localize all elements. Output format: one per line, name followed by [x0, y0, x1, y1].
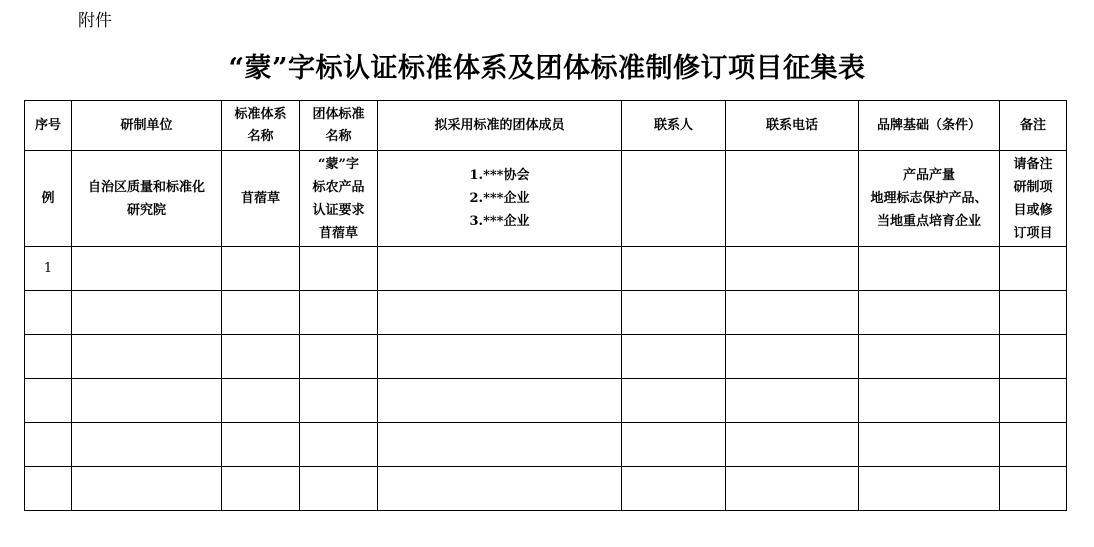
page-title: “蒙”字标认证标准体系及团体标准制修订项目征集表 [228, 53, 866, 84]
example-member-line: 2.***企业 [469, 191, 530, 206]
row-group-standard-cell[interactable] [300, 335, 378, 379]
example-brand-basis-line: 当地重点培育企业 [876, 214, 981, 229]
row-seq: 1 [25, 247, 72, 291]
example-members [378, 151, 622, 247]
row-unit-cell[interactable] [72, 247, 222, 291]
header-standard-system-line: 标准体系 [234, 106, 287, 122]
row-contact-cell[interactable] [622, 291, 726, 335]
row-standard-system-cell[interactable] [222, 291, 300, 335]
header-members: 拟采用标准的团体成员 [378, 101, 622, 151]
row-unit-cell[interactable] [72, 467, 222, 511]
example-contact[interactable] [622, 151, 726, 247]
row-unit-cell[interactable] [72, 291, 222, 335]
row-brand-basis-cell[interactable] [859, 423, 1000, 467]
row-standard-system-cell[interactable] [222, 247, 300, 291]
header-group-standard-line: 团体标准 [312, 106, 365, 122]
row-remarks-cell[interactable] [1000, 247, 1067, 291]
row-brand-basis-cell[interactable] [859, 247, 1000, 291]
row-unit-cell[interactable] [72, 335, 222, 379]
example-remarks [1000, 151, 1067, 247]
example-group-standard-line: 苜蓿草 [318, 225, 358, 241]
example-brand-basis-line: 地理标志保护产品、 [870, 191, 988, 206]
example-group-standard [300, 151, 378, 247]
row-seq [25, 335, 72, 379]
example-phone[interactable] [726, 151, 859, 247]
row-remarks-cell[interactable] [1000, 379, 1067, 423]
example-group-standard-line: “蒙”字 [318, 156, 359, 172]
row-standard-system-cell[interactable] [222, 335, 300, 379]
row-members-cell[interactable] [378, 335, 622, 379]
row-seq [25, 467, 72, 511]
row-phone-cell[interactable] [726, 247, 859, 291]
row-members-cell[interactable] [378, 291, 622, 335]
row-brand-basis-cell[interactable] [859, 379, 1000, 423]
example-unit-line: 研究院 [126, 202, 166, 218]
row-phone-cell[interactable] [726, 291, 859, 335]
example-remarks-line: 研制项 [1013, 179, 1053, 195]
header-contact: 联系人 [622, 101, 726, 151]
row-contact-cell[interactable] [622, 423, 726, 467]
row-seq [25, 291, 72, 335]
row-unit-cell[interactable] [72, 423, 222, 467]
table-row [25, 423, 1067, 467]
header-row [25, 101, 1067, 151]
row-members-cell[interactable] [378, 423, 622, 467]
row-standard-system-cell[interactable] [222, 467, 300, 511]
attachment-label: 附件 [78, 11, 112, 31]
header-standard-system [222, 101, 300, 151]
example-remarks-line: 目或修 [1013, 202, 1053, 218]
example-remarks-line: 订项目 [1013, 225, 1053, 241]
example-unit-line: 自治区质量和标准化 [87, 179, 205, 195]
table-row [25, 291, 1067, 335]
row-group-standard-cell[interactable] [300, 379, 378, 423]
example-brand-basis-line: 产品产量 [902, 168, 955, 183]
row-remarks-cell[interactable] [1000, 291, 1067, 335]
row-brand-basis-cell[interactable] [859, 291, 1000, 335]
row-members-cell[interactable] [378, 379, 622, 423]
row-phone-cell[interactable] [726, 467, 859, 511]
header-group-standard [300, 101, 378, 151]
row-remarks-cell[interactable] [1000, 467, 1067, 511]
row-group-standard-cell[interactable] [300, 247, 378, 291]
header-seq: 序号 [25, 101, 72, 151]
row-seq [25, 423, 72, 467]
collection-table [24, 100, 1067, 511]
row-members-cell[interactable] [378, 247, 622, 291]
header-phone: 联系电话 [726, 101, 859, 151]
row-seq [25, 379, 72, 423]
example-member-line: 3.***企业 [469, 214, 530, 229]
row-group-standard-cell[interactable] [300, 423, 378, 467]
row-group-standard-cell[interactable] [300, 291, 378, 335]
row-standard-system-cell[interactable] [222, 379, 300, 423]
header-standard-system-line: 名称 [247, 128, 274, 144]
row-members-cell[interactable] [378, 467, 622, 511]
table-row [25, 247, 1067, 291]
example-group-standard-line: 标农产品 [312, 179, 365, 195]
table-row [25, 379, 1067, 423]
row-phone-cell[interactable] [726, 423, 859, 467]
row-brand-basis-cell[interactable] [859, 335, 1000, 379]
header-group-standard-line: 名称 [325, 128, 352, 144]
example-unit [72, 151, 222, 247]
row-brand-basis-cell[interactable] [859, 467, 1000, 511]
row-group-standard-cell[interactable] [300, 467, 378, 511]
header-brand-basis: 品牌基础（条件） [859, 101, 1000, 151]
example-standard-system: 苜蓿草 [222, 151, 300, 247]
example-row [25, 151, 1067, 247]
table-row [25, 335, 1067, 379]
header-remarks: 备注 [1000, 101, 1067, 151]
example-brand-basis [859, 151, 1000, 247]
row-standard-system-cell[interactable] [222, 423, 300, 467]
row-contact-cell[interactable] [622, 335, 726, 379]
row-phone-cell[interactable] [726, 379, 859, 423]
table-row [25, 467, 1067, 511]
example-group-standard-line: 认证要求 [312, 202, 365, 218]
example-seq: 例 [25, 151, 72, 247]
header-unit: 研制单位 [72, 101, 222, 151]
example-member-line: 1.***协会 [469, 168, 530, 183]
row-remarks-cell[interactable] [1000, 423, 1067, 467]
row-contact-cell[interactable] [622, 467, 726, 511]
row-unit-cell[interactable] [72, 379, 222, 423]
row-phone-cell[interactable] [726, 335, 859, 379]
row-remarks-cell[interactable] [1000, 335, 1067, 379]
example-remarks-line: 请备注 [1013, 156, 1053, 172]
row-contact-cell[interactable] [622, 379, 726, 423]
row-contact-cell[interactable] [622, 247, 726, 291]
